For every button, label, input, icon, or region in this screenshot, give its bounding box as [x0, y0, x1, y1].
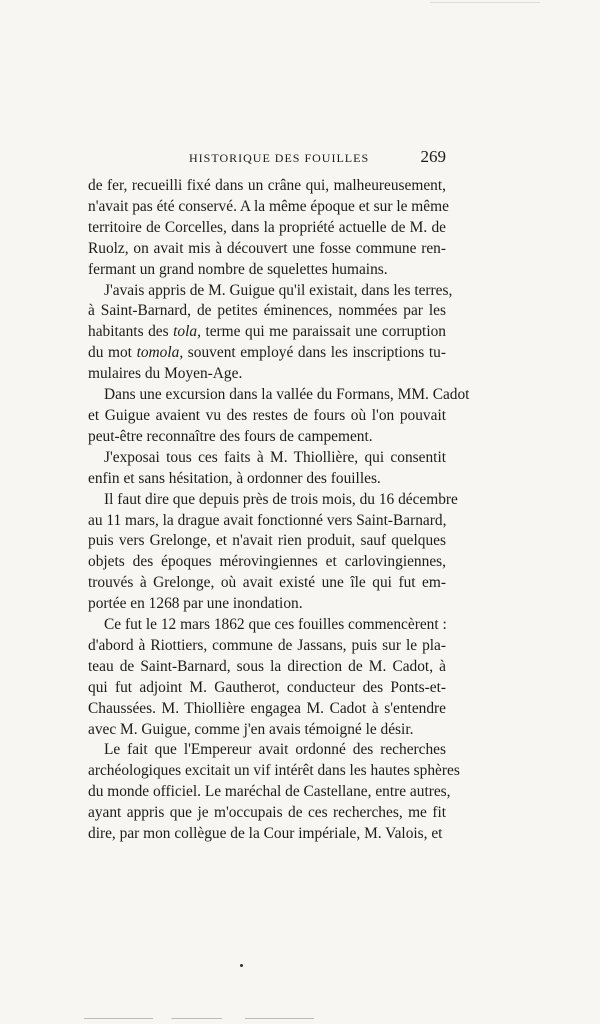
text-line: Dans une excursion dans la vallée du Formans, MM. Cadot — [104, 386, 470, 404]
text-line: habitants des tola, terme qui me paraissait une corruption — [88, 323, 446, 341]
text-line: de fer, recueilli fixé dans un crâne qui, malheureusement, — [88, 177, 446, 194]
text-line: J'exposai tous ces faits à M. Thiollière, qui consentit — [104, 448, 446, 466]
text-line: peut-être reconnaître des fours de campement. — [88, 427, 373, 445]
text-line: à Saint-Barnard, de petites éminences, nommées par les — [88, 302, 446, 320]
text-line: portée en 1268 par une inondation. — [88, 595, 303, 613]
page-header — [88, 147, 446, 171]
paragraph — [88, 448, 446, 490]
text-line: Il faut dire que depuis près de trois mois, du 16 décembre — [104, 490, 458, 508]
text-line: ayant appris que je m'occupais de ces recherches, me fit — [88, 804, 446, 822]
text-line: objets des époques mérovingiennes et carlovingiennes, — [88, 553, 446, 571]
paragraph — [88, 281, 453, 386]
paragraph — [88, 176, 449, 281]
text-line: avec M. Guigue, comme j'en avais témoigné le désir. — [88, 720, 414, 738]
paragraph — [88, 615, 446, 740]
text-line: qui fut adjoint M. Gautherot, conducteur des Ponts-et- — [88, 678, 446, 696]
ink-dot — [240, 964, 243, 967]
text-line: mulaires du Moyen-Age. — [88, 365, 243, 383]
paragraph — [88, 385, 470, 448]
text-line: J'avais appris de M. Guigue qu'il existait, dans les terres, — [104, 281, 453, 299]
text-line: Ruolz, on avait mis à découvert une fosse commune ren- — [88, 239, 446, 257]
paragraph — [88, 740, 460, 845]
text-line: n'avait pas été conservé. A la même époque et sur le même — [88, 197, 449, 215]
text-line: fermant un grand nombre de squelettes humains. — [88, 260, 388, 278]
text-line: enfin et sans hésitation, à ordonner des fouilles. — [88, 469, 381, 487]
body-text — [88, 176, 470, 845]
bottom-edge-mark — [84, 1018, 314, 1019]
running-head: HISTORIQUE DES FOUILLES — [189, 151, 370, 165]
text-line: du monde officiel. Le maréchal de Castellane, entre autres, — [88, 783, 451, 801]
text-line: puis vers Grelonge, et n'avait rien produit, sauf quelques — [88, 532, 446, 550]
page-number: 269 — [420, 147, 446, 166]
text-line: dire, par mon collègue de la Cour impériale, M. Valois, et — [88, 825, 443, 843]
text-line: d'abord à Riottiers, commune de Jassans, puis sur le pla- — [88, 636, 446, 654]
text-line: Ce fut le 12 mars 1862 que ces fouilles commencèrent : — [104, 616, 447, 634]
text-line: Le fait que l'Empereur avait ordonné des recherches — [104, 741, 446, 759]
top-edge-mark — [430, 2, 540, 3]
text-line: au 11 mars, la drague avait fonctionné vers Saint-Barnard, — [88, 511, 447, 529]
text-line: du mot tomola, souvent employé dans les inscriptions tu- — [88, 344, 447, 362]
text-line: trouvés à Grelonge, où avait existé une île qui fut em- — [88, 574, 446, 592]
text-line: territoire de Corcelles, dans la propriété actuelle de M. de — [88, 218, 446, 236]
text-line: archéologiques excitait un vif intérêt dans les hautes sphères — [88, 762, 460, 780]
text-line: et Guigue avaient vu des restes de fours où l'on pouvait — [88, 406, 446, 424]
text-line: teau de Saint-Barnard, sous la direction de M. Cadot, à — [88, 657, 446, 675]
text-line: Chaussées. M. Thiollière engagea M. Cadot à s'entendre — [88, 699, 446, 717]
paragraph — [88, 490, 458, 615]
